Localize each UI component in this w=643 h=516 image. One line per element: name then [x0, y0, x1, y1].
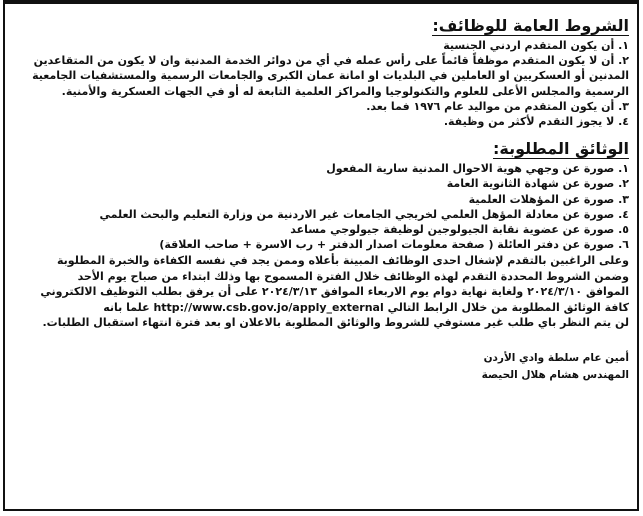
document-item: ٣. صورة عن المؤهلات العلمية: [468, 192, 629, 206]
required-documents-heading: الوثائق المطلوبة:: [492, 139, 629, 159]
document-item: ٥. صورة عن عضوية نقابة الجيولوجين لوظيفة جيولوجي مساعد: [290, 223, 629, 237]
application-instructions: [12, 253, 629, 330]
signatory-name: المهندس هشام هلال الحيصة: [481, 369, 629, 382]
instructions-line-with-link: [12, 300, 629, 315]
document-item: ٤. صورة عن معادلة المؤهل العلمي لخريجي الجامعات غير الاردنية من وزارة التعليم والبحث العلمي: [99, 207, 629, 221]
condition-item: ٤. لا يجوز التقدم لأكثر من وظيفة.: [443, 115, 629, 129]
condition-item: ٢. أن لا يكون المتقدم موظفاً قائماً على رأس عمله في أي من دوائر الخدمة المدنية وان لا يكون من المتقاعدين المدنين أو العسكريين او العاملين في البلديات او امانة عمان الكبرى والجامعات الرسمية والمستشفيات الجامعية الرسمية والمجلس الأعلى للعلوم والتكنولوجيا والمراكز العلمية التابعة له أو في الجهات العسكرية والأمنية.: [32, 54, 629, 98]
required-documents-section: [12, 139, 629, 252]
instructions-line: الموافق ٢٠٢٤/٣/١٠ ولغاية نهاية دوام يوم الاربعاء الموافق ٢٠٢٤/٣/١٣ على أن يرفق بطلب التوظيف الالكتروني: [40, 285, 629, 299]
instructions-text: علما بانه: [103, 300, 150, 314]
instructions-line: وضمن الشروط المحددة التقدم لهذه الوظائف خلال الفترة المسموح بها وذلك ابتداء من صباح يوم الأحد: [77, 269, 629, 283]
document-item: ١. صورة عن وجهي هوية الاحوال المدنية سارية المفعول: [326, 162, 629, 176]
announcement-content: [12, 16, 629, 384]
instructions-line: وعلى الراغبين بالتقدم لإشغال احدى الوظائف المبينة بأعلاه وممن يجد في نفسه الكفاءة والخبرة المطلوبة: [57, 254, 629, 268]
general-conditions-section: [12, 16, 629, 129]
required-documents-list: [12, 161, 629, 252]
general-conditions-heading: الشروط العامة للوظائف:: [432, 16, 629, 35]
signature-block: [12, 350, 629, 384]
condition-item: ١. أن يكون المتقدم اردني الجنسية: [443, 39, 629, 52]
condition-item: ٣. أن يكون المتقدم من مواليد عام ١٩٧٦ فما بعد.: [366, 99, 629, 113]
apply-external-link[interactable]: http://www.csb.gov.jo/apply_external: [153, 300, 384, 314]
document-item: ٢. صورة عن شهادة الثانوية العامة: [446, 177, 629, 191]
instructions-line: لن يتم النظر باي طلب غير مستوفي للشروط والوثائق المطلوبة بالاعلان او بعد فترة انتهاء استقبال الطلبات.: [42, 316, 629, 330]
document-item: ٦. صورة عن دفتر العائلة ( صفحة معلومات اصدار الدفتر + رب الاسرة + صاحب العلاقة): [159, 238, 629, 252]
signatory-title: أمين عام سلطة وادي الأردن: [483, 352, 629, 365]
instructions-text: كافة الوثائق المطلوبة من خلال الرابط التالي: [387, 300, 629, 314]
general-conditions-list: [12, 38, 629, 129]
